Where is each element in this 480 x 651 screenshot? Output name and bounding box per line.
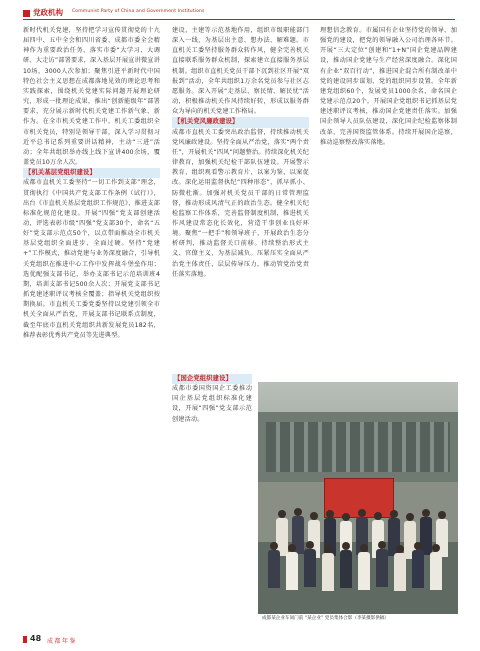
section-subtitle: Communist Party of China and Government Institutions	[72, 8, 205, 14]
person-figure	[412, 542, 424, 588]
person-figure	[304, 541, 316, 587]
text-column-2	[172, 26, 309, 372]
person-figure	[286, 544, 298, 590]
person-figure	[358, 544, 370, 590]
section-marker-icon	[23, 10, 30, 17]
page-header	[0, 0, 480, 22]
person-figure	[430, 544, 442, 590]
person-figure	[268, 542, 280, 588]
person-figure	[376, 541, 388, 587]
footer-marker-icon	[23, 636, 27, 643]
paragraph: 建设，主建等示范基地作用，组织市级职能部门深入一线，为基层出主意、想办法、解难题。市直机关工委坚持服务群众转作风，健全完善机关直接联系服务群众机制，探索建立直接服务基层机制。组织市直机关党员干部下沉到社区开展“双报到”活动，全年共组织1万余名党员参与社区志愿服务。深入开展“走基层、察民情、解民忧”活动，积极推动机关作风持续好转，形成以服务群众为导向的机关党建工作格局。	[172, 27, 309, 116]
paragraph: 成都市委国资国企工委推动国企基层党组织标准化建设，开展“四强”党支部示范创建活动。	[172, 385, 252, 423]
group-photo	[258, 382, 458, 614]
section-heading: 【机关党风廉政建设】	[172, 117, 309, 127]
text-column-1	[23, 26, 160, 621]
page-number: 48	[30, 634, 42, 643]
person-figure	[322, 545, 334, 591]
section-heading: 【机关基层党组织建设】	[23, 168, 160, 178]
text-column-2-lower	[172, 374, 252, 608]
paragraph: 成都市直机关工委突出政治监督，持续推动机关党风廉政建设。坚持全面从严治党，落实“两个责任”，开展机关“四风”问题整治。持续深化机关纪律教育，加强机关纪检干部队伍建设。开展警示教育，组织观看警示教育片，以案为鉴、以案促改。深化运用监督执纪“四种形态”，抓早抓小、防微杜渐。加强对机关党员干部的日常管理监督，推动形成风清气正的政治生态。健全机关纪检监察工作体系，完善监督制度机制，推进机关作风建设常态化长效化，营造干事创业良好环境。聚焦“一把手”和领导班子，开展政治生态分析研判，推动监督关口前移。持续整治形式主义、官僚主义，为基层减负。压紧压实全面从严治党主体责任，层层传导压力，推动管党治党责任落实落地。	[172, 128, 309, 278]
header-divider	[23, 19, 455, 20]
text-column-3	[320, 26, 457, 378]
person-figure	[394, 545, 406, 591]
section-heading: 【国企党组织建设】	[172, 374, 252, 384]
paragraph: 理想信念教育。市属国有企业坚持党的领导、加强党的建设，把党的领导融入公司治理各环节。开展“三大定位”创建和“1+N”国企党建品牌建设，推动国企党建与生产经营深度融合。深化国有企业“双百行动”，推进国企混合所有制改革中党的建设同步谋划、党的组织同步设置。全年新建党组织60个，发展党员1000余名，命名国企党建示范点20个。开展国企党组织书记抓基层党建述职评议考核，推动国企党建责任落实。加强国企领导人员队伍建设，深化国企纪检监察体制改革，完善国资监管体系。持续开展国企巡察，推动巡察整改落实落地。	[320, 27, 457, 146]
magazine-name: 成都年鉴	[47, 637, 78, 645]
paragraph: 成都市直机关工委坚持“一切工作到支部”理念，贯彻执行《中国共产党支部工作条例（试行）》，出台《市直机关基层党组织工作规范》，推进支部标准化规范化建设。开展“四强”党支部创建活动，评选表彰市级“四强”党支部30个，命名“五好”党支部示范点50个，以点带面推动全市机关基层党组织全面进步、全面过硬。坚持“党建+”工作模式，推动党建与业务深度融合，引导机关党组织在推进中心工作中发挥战斗堡垒作用；选优配强支部书记，举办支部书记示范培训班4期，培训支部书记500余人次；开展党支部书记抓党建述职评议考核全覆盖；指导机关党组织按期换届。市直机关工委党委坚持以党建引领全市机关全面从严治党，开展支部书记联系点制度，截至年底市直机关党组织共新发展党员182名，推荐表彰优秀共产党员等先进典型。	[23, 179, 160, 339]
person-figure	[340, 542, 352, 588]
photo-caption: 成都某企业车间门前 “某企业” 党员集体合影（李某摄影供稿）	[262, 616, 390, 621]
paragraph: 新时代机关党建，坚持把学习宣传贯彻党的十九届四中、五中全会和四川省委、成都市委全会精神作为重要政治任务，落实市委“大学习、大调研、大走访”部署要求，深入基层开展宣讲微宣讲10场，3000人次参加；聚焦引进平新时代中国特色社会主义思想在成都落地见效的理论思考和实践探索，围绕机关党建实际问题开展理论研究，形成一批理论成果，推出“创新能级年”部署要求，充分展示新时代机关党建工作新气象、新作为。在全市机关党建工作中，机关工委组织全市机关党员，特别是领导干部，深入学习贯彻习近平总书记系列重要讲话精神，主动“三进”活动；全年共组织举办线上线下宣讲400余场，覆盖党员10万余人次。	[23, 27, 160, 167]
section-title: 党政机构	[33, 8, 63, 17]
